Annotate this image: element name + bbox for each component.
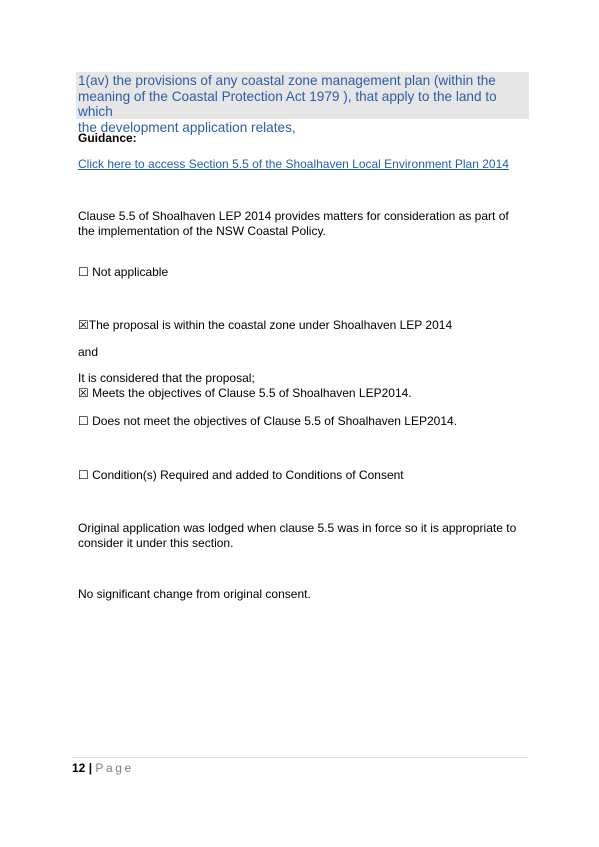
guidance-label: Guidance: bbox=[78, 131, 137, 145]
considered-block bbox=[78, 371, 533, 401]
option-within-zone-text: The proposal is within the coastal zone under Shoalhaven LEP 2014 bbox=[88, 318, 453, 332]
option-conditions bbox=[78, 468, 533, 483]
checkbox-not-applicable[interactable]: ☐ bbox=[78, 265, 89, 279]
considered-text: It is considered that the proposal; bbox=[78, 371, 255, 385]
section-heading bbox=[78, 73, 530, 135]
clause-intro-line-2: the implementation of the NSW Coastal Policy. bbox=[78, 224, 326, 238]
footer-separator: | bbox=[85, 761, 96, 775]
comment-line-2: consider it under this section. bbox=[78, 536, 234, 550]
lep-section-link[interactable]: Click here to access Section 5.5 of the Shoalhaven Local Environment Plan 2014 bbox=[78, 157, 509, 171]
page-word: Page bbox=[95, 761, 134, 775]
option-does-not-meet bbox=[78, 414, 533, 429]
summary: No significant change from original consent. bbox=[78, 587, 311, 601]
option-conditions-text: Condition(s) Required and added to Conditions of Consent bbox=[88, 468, 404, 482]
checkbox-conditions[interactable]: ☐ bbox=[78, 468, 89, 482]
checkbox-does-not-meet[interactable]: ☐ bbox=[78, 414, 89, 428]
page-number: 12 bbox=[72, 761, 86, 775]
heading-line-2: meaning of the Coastal Protection Act 1979 ), that apply to the land to which bbox=[78, 88, 497, 120]
option-within-zone bbox=[78, 318, 533, 333]
option-not-applicable-text: Not applicable bbox=[88, 265, 169, 279]
heading-line-1: 1(av) the provisions of any coastal zone management plan (within the bbox=[78, 73, 496, 88]
heading-line-3: the development application relates, bbox=[78, 119, 296, 135]
checkbox-within-zone[interactable]: ☒ bbox=[78, 318, 89, 332]
clause-intro-line-1: Clause 5.5 of Shoalhaven LEP 2014 provides matters for consideration as part of bbox=[78, 209, 509, 223]
option-does-not-meet-text: Does not meet the objectives of Clause 5.5 of Shoalhaven LEP2014. bbox=[88, 414, 458, 428]
page-footer bbox=[72, 761, 134, 775]
checkbox-meets[interactable]: ☒ bbox=[78, 386, 89, 400]
comment bbox=[78, 521, 533, 551]
guidance-link-line bbox=[78, 157, 533, 172]
option-not-applicable bbox=[78, 265, 533, 280]
clause-intro bbox=[78, 209, 533, 239]
footer-divider bbox=[72, 757, 528, 758]
and-text: and bbox=[78, 345, 99, 359]
comment-line-1: Original application was lodged when clause 5.5 was in force so it is appropriate to bbox=[78, 521, 517, 535]
option-meets-text: Meets the objectives of Clause 5.5 of Shoalhaven LEP2014. bbox=[88, 386, 412, 400]
